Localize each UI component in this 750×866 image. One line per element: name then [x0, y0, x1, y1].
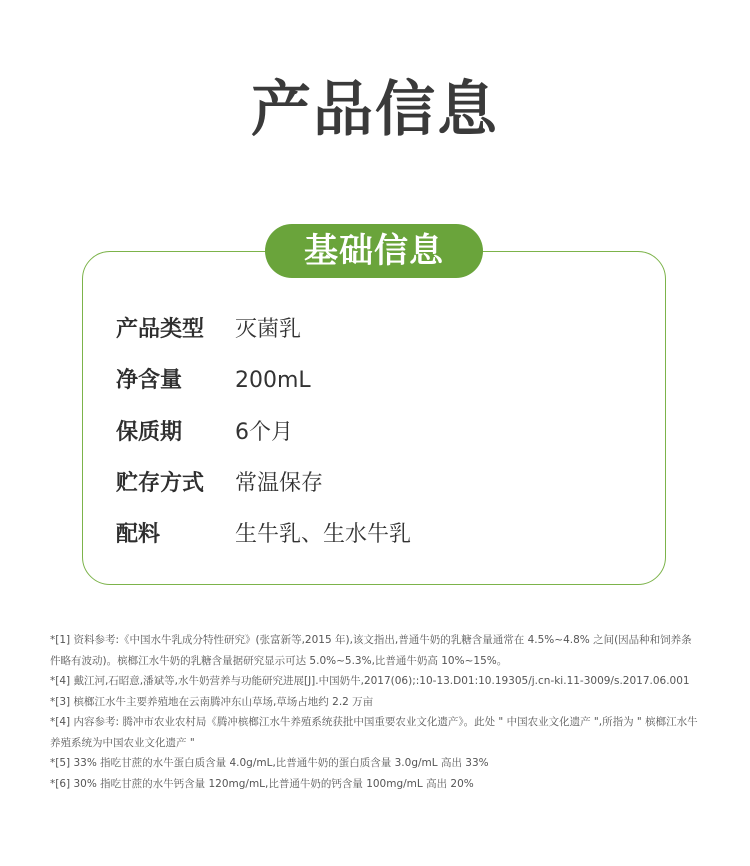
info-value: 6个月 [235, 420, 293, 445]
info-value: 200mL [235, 368, 311, 393]
section-badge: 基础信息 [265, 224, 483, 278]
info-label: 净含量 [116, 368, 183, 393]
page-title: 产品信息 [251, 75, 499, 145]
footnote: *[3] 槟榔江水牛主要养殖地在云南腾冲东山草场,草场占地约 2.2 万亩 [50, 695, 374, 708]
footnote: *[1] 资料参考:《中国水牛乳成分特性研究》(张富新等,2015 年),该文指出,普通牛奶的乳糖含量通常在 4.5%~4.8% 之间(因品种和饲养条件略有波动)。槟榔江水牛奶的乳糖含量据研究显示可达 5.0%~5.3%,比普通牛奶高 10%~15%。 [50, 634, 692, 667]
info-value: 常温保存 [235, 471, 324, 496]
footnote: *[5] 33% 指吃甘蔗的水牛蛋白质含量 4.0g/mL,比普通牛奶的蛋白质含量 3.0g/mL 高出 33% [50, 757, 489, 769]
info-label: 产品类型 [116, 317, 205, 342]
info-value: 生牛乳、生水牛乳 [235, 522, 412, 547]
info-label: 保质期 [116, 420, 183, 445]
footnote: *[6] 30% 指吃甘蔗的水牛钙含量 120mg/mL,比普通牛奶的钙含量 100mg/mL 高出 20% [50, 777, 474, 790]
footnote: *[4] 戴江河,石昭意,潘斌等,水牛奶营养与功能研究进展[J].中国奶牛,2017(06);:10-13.D01:10.19305/j.cn-ki.11-3009/s.2017.06.001 [50, 675, 690, 687]
footnotes [50, 630, 702, 794]
info-label: 配料 [116, 522, 161, 547]
info-label: 贮存方式 [116, 471, 205, 496]
info-value: 灭菌乳 [235, 317, 302, 342]
footnote: *[4] 内容参考: 腾冲市农业农村局《腾冲槟榔江水牛养殖系统获批中国重要农业文化遗产》。此处 " 中国农业文化遗产 ",所指为 " 槟榔江水牛养殖系统为中国农业文化遗产 " [50, 716, 698, 749]
